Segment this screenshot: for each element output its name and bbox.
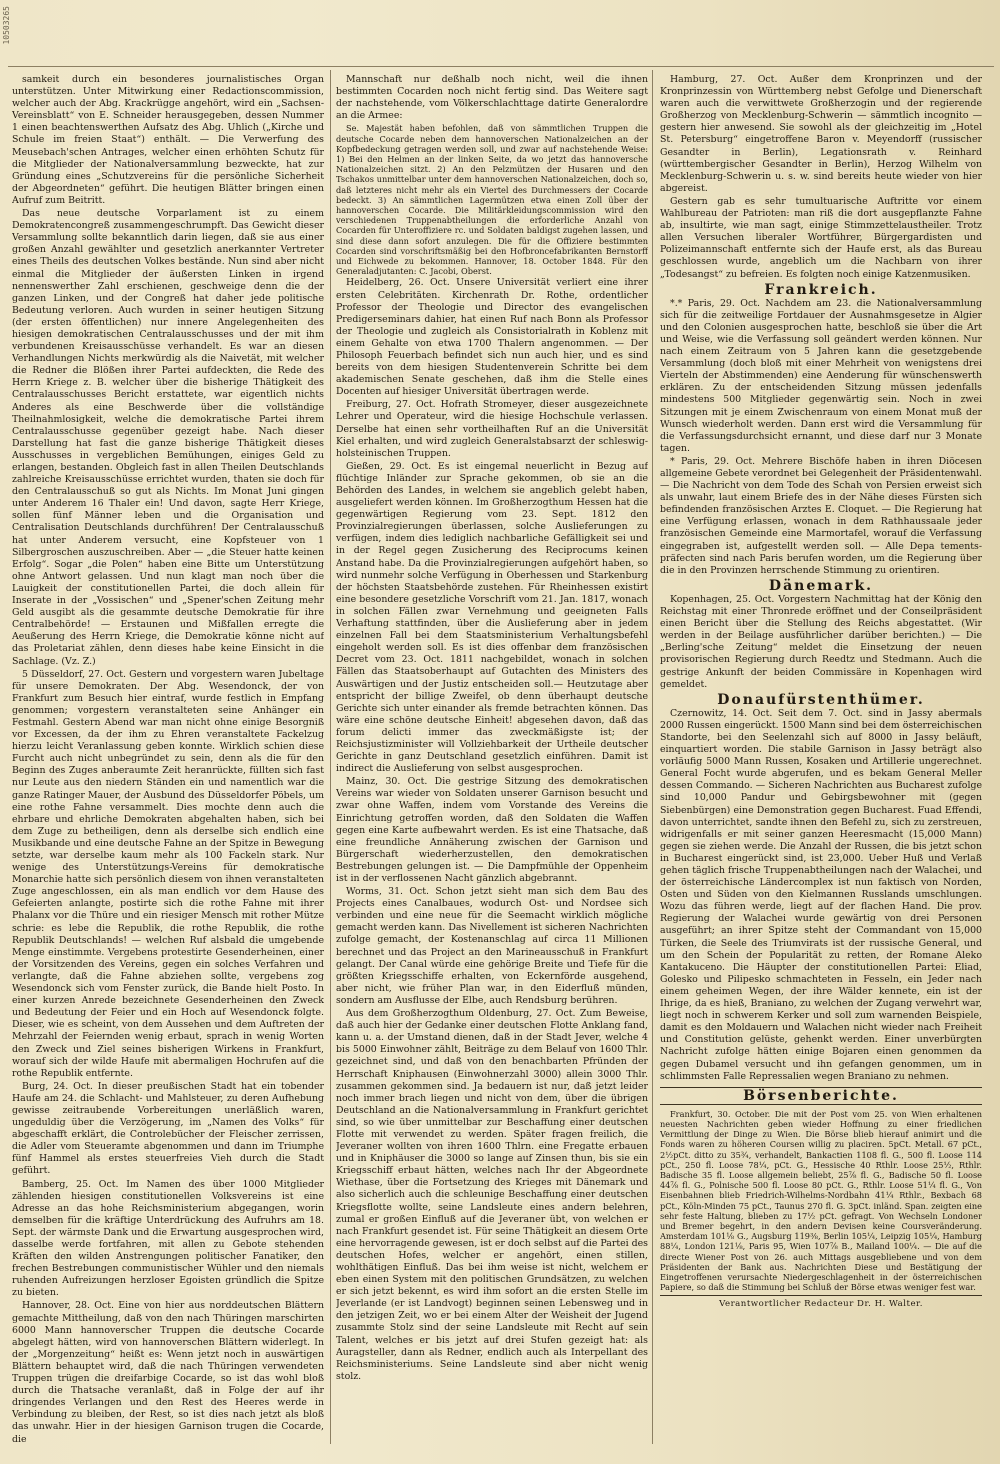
column-gutter-1: [330, 70, 331, 1444]
article-paris-1: *.* Paris, 29. Oct. Nachdem am 23. die Nationalversammlung sich für die zeitweilige Fortdauer der Ausnahmsgesetze in Algier und den Colonien ausgesprochen hatte, beschloß sie über die Art und Weise, wie die Verfassung soll geändert werden können. Nur nach einem Zeitraum von 5 Jahren kann die gesetzgebende Versammlung (doch bloß mit einer Mehrheit von wenigstens drei Vierteln der Abstimmenden) eine Aenderung für wünschenswerth erklären. Zu der entscheidenden Sitzung müssen jedenfalls mindestens 500 Mitglieder gegenwärtig sein. Noch in zwei Sitzungen mit je einem Zwischenraum von einem Monat muß der Wunsch wiederholt werden. Dann erst wird die Versammlung für die Verfassungsdurchsicht ernannt, und diese darf nur 3 Monate tagen.: [660, 297, 982, 454]
article-freiburg: Freiburg, 27. Oct. Hofrath Stromeyer, dieser ausgezeichnete Lehrer und Operateur, wird die hiesige Hochschule verlassen. Derselbe hat einen sehr vortheilhaften Ruf an die Universität Kiel erhalten, und wird zugleich Generalstabsarzt der schleswig-holsteinischen Truppen.: [336, 399, 648, 459]
article-oldenburg: Aus dem Großherzogthum Oldenburg, 27. Oct. Zum Beweise, daß auch hier der Gedanke einer deutschen Flotte Anklang fand, kann u. a. der Umstand dienen, daß in der Stadt Jever, welche 4 bis 5000 Einwohner zählt, Beiträge zu dem Belauf von 1600 Thlr. gezeichnet sind, und daß von den benachbarten Pfründen der Herrschaft Kniphausen (Einwohnerzahl 3000) allein 3000 Thlr. zusammen gekommen sind. Ja bedauern ist nur, daß jetzt leider noch immer brach liegen und nicht von dem, über die übrigen Deutschland an die Nationalversammlung in Frankfurt gerichtet sind, so wie über unmittelbar zur Beschaffung einer deutschen Flotte mit verwendet zu werden. Später fragen freilich, die Jeveraner wollten von ihren 1600 Thlrn. eine Fregatte erbauen und in Kniphäuser die 3000 so lange auf Zinsen thun, bis sie ein Kriegsschiff erbaut hätten, welches nach Ihr der Abgeordnete Wiethase, über die Fortsetzung des Krieges mit Dänemark und also sicherlich auch die schleunige Beschaffung einer deutschen Kriegsflotte wollte, seine Landsleute eines andern belehren, zumal er großen Einfluß auf die Jeveraner übt, von welchen er nach Frankfurt gesendet ist. Für seine Thätigkeit an diesem Orte eine hervorragende gewesen, ist er doch selbst auf die Partei des deutschen Hofes, welcher er angehört, einen stillen, wohlthätigen Einfluß. Das bei ihm weise ist nicht, welchem er eben einen System mit den politischen Grundsätzen, zu welchen er sich jetzt bekennt, es wird ihm sofort an die ersten Stelle im Jeverlande (er ist Landvogt) beginnen seinen Lebensweg und in den jetzigen Zeit, wo er bei einem Alter der Weisheit der Jugend zusammte Stolz sind der seine Landsleute mit Recht auf sein Talent, welches er bis jetzt auf drei Stufen gezeigt hat: als Auragsteller, dann als Redner, endlich auch als Interpellant des Reichsministeriums. Seine Landsleute sind aber nicht wenig stolz.: [336, 1008, 648, 1382]
article-generalordre: Se. Majestät haben befohlen, daß von sämmtlichen Truppen die deutsche Cocarde neben dem hannoverschen Nationalzeichen an der Kopfbedeckung getragen werden soll, und zwar auf nachstehende Weise: 1) Bei den Helmen an der linken Seite, da wo jetzt das hannoversche Nationalzeichen sitzt. 2) An den Pelzmützen der Husaren und den Tschakos unmittelbar unter dem hannoverschen Nationalzeichen, doch so, daß letzteres nicht mehr als ein Viertel des Durchmessers der Cocarde bedeckt. 3) An sämmtlichen Lagermützen etwa einen Zoll über der hannoverschen Cocarde. Die Militärkleidungscommission wird den verschiedenen Truppenabtheilungen die erforderliche Anzahl von Cocarden für Unteroffiziere rc. und Soldaten baldigst zugehen lassen, und sind diese dann sofort anzulegen. Die für die Offiziere bestimmten Cocarden sind vorschriftsmäßig bei den Hofbroncefabrikanten Bernstorff und Eichwede zu bekommen. Hannover, 18. October 1848. Für den Generaladjutanten: C. Jacobi, Oberst.: [336, 123, 648, 277]
article-hannover: Hannover, 28. Oct. Eine von hier aus norddeutschen Blättern gemachte Mittheilung, daß von den nach Thüringen marschirten 6000 Mann hannoverscher Truppen die deutsche Cocarde abgelegt hätten, wird von hannoverschen Blättern widerlegt. In der „Morgenzeitung“ heißt es: Wenn jetzt noch in auswärtigen Blättern behauptet wird, daß die nach Thüringen verwendeten Truppen trügen die dreifarbige Cocarde, so ist das wohl bloß durch die Thatsache veranlaßt, daß in Folge der auf ihr dringendes Verlangen und den Rest des Heeres werde in Verbindung zu bleiben, der Rest, so ist dies nach jetzt als bloß das unwahr. Hier in der hiesigen Garnison trugen die Cocarde, die: [12, 1300, 324, 1445]
article-heidelberg: Heidelberg, 26. Oct. Unsere Universität verliert eine ihrer ersten Celebritäten. Kirchenrath Dr. Rothe, ordentlicher Professor der Theologie und Director des evangelischen Predigerseminars dahier, hat einen Ruf nach Bonn als Professor der Theologie und zugleich als Consistorialrath in Koblenz mit einem Gehalte von etwa 1700 Thalern angenommen. — Der Philosoph Feuerbach befindet sich nun auch hier, und es sind bereits von dem hiesigen Studentenverein Schritte bei dem akademischen Senate geschehen, daß ihm die Stelle eines Docenten auf hiesiger Universität übertragen werde.: [336, 277, 648, 398]
section-heading-frankreich: Frankreich.: [764, 281, 878, 298]
section-heading-donau: Donaufürstenthümer.: [717, 691, 925, 708]
article-frankfurt-boerse: Frankfurt, 30. October. Die mit der Post vom 25. von Wien erhaltenen neuesten Nachrichten geben wieder Hoffnung zu einer friedlichen Vermittlung der Dinge zu Wien. Die Börse blieb hierauf animirt und die Fonds waren zu höheren Coursen willig zu placiren. 5pCt. Metall. 67 pCt., 2½pCt. ditto zu 35¾, verhandelt, Bankactien 1108 fl. G., 500 fl. Loose 114 pCt., 250 fl. Loose 78¼, pCt. G., Hessische 40 Rthlr. Loose 25½, Rthlr. Badische 35 fl. Loose allgemein beliebt, 25⅞ fl. G., Badische 50 fl. Loose 44⅞ fl. G., Polnische 500 fl. Loose 80 pCt. G., Rthlr. Loose 51¼ fl. G., Von Eisenbahnen blieb Friedrich-Wilhelms-Nordbahn 41¼ Rthlr., Bexbach 68 pCt., Köln-Minden 75 pCt., Taunus 270 fl. G. 3pCt. inländ. Span. zeigten eine sehr feste Haltung, blieben zu 17½ pCt. gefragt. Von Wechseln Londoner und Bremer begehrt, in den andern Devisen keine Coursveränderung. Amsterdam 101⅛ G., Augsburg 119⅜, Berlin 105¼, Leipzig 105¼, Hamburg 88¼, London 121⅛, Paris 95, Wien 107⅞ B., Mailand 100¼. — Die auf die directe Wiener Post von 26. auch Mittags ausgebliebene und von dem Präsidenten der Bank aus. Nachrichten Diese und Bestätigung der Eingetroffenen verursachte Niedergeschlagenheit in der österreichischen Papiere, so daß die Stimmung bei Schluß der Börse etwas weniger fest war.: [660, 1108, 982, 1293]
article-vorparlament: Das neue deutsche Vorparlament ist zu einem Demokratencongreß zusammengeschrumpft. Das Gewicht dieser Versammlung sollte bekanntlich darin liegen, daß sie aus einer großen Anzahl gewählter und gesetzlich anerkannter Vertreter eines Theils des deutschen Volkes bestände. Nun sind aber nicht einmal die Mitglieder der äußersten Linken in irgend nennenswerther Zahl erschienen, geschweige denn die der ganzen Linken, und der Congreß hat daher jede politische Bedeutung verloren. Auch wurden in seiner heutigen Sitzung (der ersten öffentlichen) nur innere Angelegenheiten des hiesigen demokratischen Centralausschusses und der mit ihm verbundenen Kreisausschüsse verhandelt. Es war an diesen Verhandlungen Nichts merkwürdig als die Naivetät, mit welcher die Redner die Blößen ihrer Partei aufdeckten, die Rede des Herrn Kriege z. B. welcher über die bisherige Thätigkeit des Centralausschusses Bericht erstattete, war eigentlich nichts Anderes als eine Beschwerde über die vollständige Theilnahmlosigkeit, welche die demokratische Partei ihrem Centralausschusse gegenüber gezeigt habe. Nach dieser Darstellung hat fast die ganze bisherige Thätigkeit dieses Ausschusses in vergeblichen Bemühungen, einiges Geld zu erlangen, bestanden. Obgleich fast in allen Theilen Deutschlands zahlreiche Kreisausschüsse errichtet wurden, thaten sie doch für den Centralausschuß so gut als Nichts. Im Monat Juni gingen unter Anderem 16 Thaler ein! Und davon, sagte Herr Kriege, sollen fünf Männer leben und die Organisation und Centralisation Deutschlands durchführen! Der Centralausschuß hat unter Anderem versucht, eine Kopfsteuer von 1 Silbergroschen auszuschreiben. Aber — „die Steuer hatte keinen Erfolg“. Sogar „die Polen“ haben eine Bitte um Unterstützung ohne Antwort gelassen. Und nun klagt man noch über die Lauigkeit der constitutionellen Partei, die doch allein für Inserate in der „Vossischen“ und „Spener'schen Zeitung mehr Geld ausgibt als die gesammte deutsche Demokratie für ihre Centralbehörde! — Erstaunen und Mißfallen erregte die Aeußerung des Herrn Kriege, die Demokratie könne nicht auf das Proletariat zählen, denn dieses habe keine Einsicht in die Sachlage. (Vz. Z.): [12, 208, 324, 667]
article-mainz: Mainz, 30. Oct. Die gestrige Sitzung des demokratischen Vereins war wieder von Soldaten unserer Garnison besucht und zwar ohne Waffen, indem vom Vorstande des Vereins die Einrichtung getroffen worden, daß den Soldaten die Waffen gegen eine Karte aufbewahrt werden. Es ist eine Thatsache, daß eine freundliche Annäherung zwischen der Garnison und Bürgerschaft wiederherzustellen, den demokratischen Bestrebungen gelungen ist. — Die Dampfmühle der Oppenheim ist in der verflossenen Nacht gänzlich abgebrannt.: [336, 776, 648, 885]
column-gutter-2: [652, 70, 653, 1444]
article-giessen: Gießen, 29. Oct. Es ist eingemal neuerlicht in Bezug auf flüchtige Inländer zur Sprache gekommen, ob sie an die Behörden des Landes, in welchem sie angeblich gelebt haben, ausgeliefert werden können. Im Großherzogthum Hessen hat die gegenwärtigen Regierung vom 23. Sept. 1812 den Provinzialregierungen überlassen, solche Auslieferungen zu verfügen, indem dies lediglich nachbarliche Gefälligkeit sei und in der Regel gegen Zusicherung des Reciprocums keinen Anstand habe. Da die Provinzialregierungen aufgehört haben, so wird nunmehr solche Verfügung in Oberhessen und Starkenburg der höchsten Staatsbehörde zustehen. Für Rheinhessen existirt eine besondere gesetzliche Vorschrift vom 21. Jan. 1817, wonach in solchen Fällen zwar Vernehmung und geeigneten Falls Verhaftung stattfinden, über die Auslieferung aber in jedem einzelnen Fall bei dem Staatsministerium Verhaltungsbefehl eingeholt werden soll. Es ist dies offenbar dem französischen Decret vom 23. Oct. 1811 nachgebildet, wonach in solchen Fällen das Staatsoberhaupt auf Gutachten des Ministers des Auswärtigen und der Justiz entscheiden soll.— Heutzutage aber entspricht der billige Zweifel, ob denn überhaupt deutsche Gerichte sich unter einander als fremde betrachten können. Das wäre eine schöne deutsche Einheit! abgesehen davon, daß das forum delicti immer das zweckmäßigste ist; der Reichsjustizminister will Vollziehbarkeit der Urtheile deutscher Gerichte in ganz Deutschland gesetzlich einführen. Damit ist indirect die Auslieferung von selbst ausgesprochen.: [336, 460, 648, 775]
article-paris-2: * Paris, 29. Oct. Mehrere Bischöfe haben in ihren Diöcesen allgemeine Gebete verordnet bei Gelegenheit der Präsidentenwahl. — Die Nachricht von dem Tode des Schah von Persien erweist sich als unwahr, laut einem Briefe des in der Nähe dieses Fürsten sich befindenden französischen Arztes E. Cloquet. — Die Regierung hat eine Verfügung erlassen, wonach in dem Rathhaussaale jeder französischen Gemeinde eine Marmortafel, worauf die Verfassung eingegraben ist, aufgestellt werden soll. — Alle Depa tements-präfecten sind nach Paris berufen worden, um die Regierung über die in den Provinzen herrschende Stimmung zu orientiren.: [660, 455, 982, 576]
article-cocarde: Mannschaft nur deßhalb noch nicht, weil die ihnen bestimmten Cocarden noch nicht fertig sind. Das Weitere sagt der nachstehende, vom Völkerschlachttage datirte Generalordre an die Armee:: [336, 74, 648, 122]
article-bamberg: Bamberg, 25. Oct. Im Namen des über 1000 Mitglieder zählenden hiesigen constitutionellen Volksvereins ist eine Adresse an das hohe Reichsministerium abgegangen, worin demselben für die kräftige Unterdrückung des Aufruhrs am 18. Sept. der wärmste Dank und die Erwartung ausgesprochen wird, dasselbe werde fortfahren, mit allen zu Gebote stehenden Kräften den wilden Anstrengungen politischer Fanatiker, den frechen Bestrebungen communistischer Wühler und den niemals ruhenden Aufreizungen herzloser Egoisten gründlich die Spitze zu bieten.: [12, 1178, 324, 1299]
article-czernowitz: Czernowitz, 14. Oct. Seit dem 7. Oct. sind in Jassy abermals 2000 Russen eingerückt. 1500 Mann sind bei dem österreichischen Standorte, bei den Seelenzahl sich auf 8000 in Jassy beläuft, einquartiert worden. Die stabile Garnison in Jassy beträgt also vorläufig 5000 Mann Russen, Kosaken und Artillerie ungerechnet. General Focht wurde abgerufen, und es bekam General Meller dessen Commando. — Sicheren Nachrichten aus Bucharest zufolge sind 10,000 Pandur und Gebirgsbewohner mit (gegen Siebenbürgen) eine Demonstration gegen Bucharest. Fuad Effendi, davon unterrichtet, sandte ihnen den Befehl zu, sich zu zerstreuen, widrigenfalls er mit seiner ganzen Heeresmacht (15,000 Mann) gegen sie ziehen werde. Die Anzahl der Russen, die bis jetzt schon in Bucharest eingerückt sind, ist 23,000. Ueber Huß und Verlaß gehen täglich frische Truppenabtheilungen nach der Walachei, und der österreichische Ländercomplex ist nun faktisch von Norden, Osten und Süden von den Kielmannen Russlands umschlungen. Wozu das führen werde, liegt auf der flachen Hand. Die prov. Regierung der Walachei wurde gewärtig von drei Personen ausgeführt; an ihrer Spitze steht der Commandant von 15,000 Türken, die Seele des Triumvirats ist der russische General, und um den Schein der Popularität zu retten, der Romane Aleko Kantakuceno. Die Häupter der constitutionellen Partei: Eliad, Golesko und Pilipesko schmachteten in Fesseln, ein Jeder nach einem geheimen Wegen, der ihre Wälder kennete, ein ist der Ihrige, da es hieß, Braniano, zu welchen der Zugang verwehrt war, liegt noch in schwerem Kerker und soll zum warnenden Beispiele, damit es den Moldauern und Walachen nicht wieder nach Freiheit und Constitution gelüste, gehenkt werden. Einer unverbürgten Nachricht zufolge hätten einige Bojaren einen genommen da gegen Dubamel versucht und ihn gefangen genommen, um in schlimmsten Falle Repressalien wegen Braniano zu nehmen.: [660, 707, 982, 1082]
article-burg: Burg, 24. Oct. In dieser preußischen Stadt hat ein tobender Haufe am 24. die Schlacht- und Mahlsteuer, zu deren Aufhebung gewisse zeitraubende Vorbereitungen unerläßlich waren, ungeduldig über die Verzögerung, im „Namen des Volks“ für abgeschafft erklärt, die Controlebücher der Fleischer zerrissen, die Adler vom Steueramte abgenommen und dann im Triumphe fünf Hammel als erstes steuerfreies Vieh durch die Stadt geführt.: [12, 1080, 324, 1177]
article-kopenhagen: Kopenhagen, 25. Oct. Vorgestern Nachmittag hat der König den Reichstag mit einer Thronrede eröffnet und der Conseilpräsident einen Bericht über die Stellung des Reichs abgestattet. (Wir werden in der Beilage ausführlicher darüber berichten.) — Die „Berling'sche Zeitung“ meldet die Einsetzung der neuen provisorischen Regierung durch Reedtz und Stedmann. Auch die gestrige Ankunft der beiden Commissäre in Kopenhagen wird gemeldet.: [660, 593, 982, 690]
column-3: [660, 74, 982, 1454]
article-hamburg: Hamburg, 27. Oct. Außer dem Kronprinzen und der Kronprinzessin von Württemberg nebst Gefolge und Dienerschaft waren auch die verwittwete Großherzogin und der regierende Großherzog von Mecklenburg-Schwerin — sämmtlich incognito — gestern hier anwesend. Sie sowohl als der gleichzeitig im „Hotel St. Petersburg“ eingetroffene Baron v. Meyendorff (russischer Gesandter in Berlin), Legationsrath v. Reinhard (württembergischer Gesandter in Berlin), Herzog Wilhelm von Mecklenburg-Schwerin u. s. w. sind bereits heute wieder von hier abgereist.: [660, 74, 982, 194]
article-worms: Worms, 31. Oct. Schon jetzt sieht man sich dem Bau des Projects eines Canalbaues, wodurch Ost- und Nordsee sich verbinden und eine neue für die Seemacht wirklich mögliche gemacht werden kann. Das Nivellement ist sicheren Nachrichten zufolge gemacht, der Kostenanschlag auf circa 11 Millionen berechnet und das Project an den Marineausschuß in Frankfurt gelangt. Der Canal würde eine gehörige Breite und Tiefe für die größten Kriegsschiffe erhalten, von Eckernförde ausgehend, aber nicht, wie früher Plan war, in den Eiderfluß münden, sondern am Ausflusse der Elbe, auch Rendsburg berühren.: [336, 886, 648, 1006]
article-duesseldorf: 5 Düsseldorf, 27. Oct. Gestern und vorgestern waren Jubeltage für unsere Demokraten. Der Abg. Wesendonck, der von Frankfurt zum Besuch hier eintraf, wurde festlich in Empfang genommen; vorgestern veranstalteten seine Anhänger ein Festmahl. Gestern Abend war man nicht ohne einige Besorgniß vor Excessen, da der ihm zu Ehren veranstaltete Fackelzug hierzu leicht Veranlassung geben konnte. Wirklich schien diese Furcht auch nicht unbegründet zu sein, denn als die für den Beginn des Zuges anberaumte Zeit heranrückte, füllten sich fast nur Leute aus den niedern Ständen ein und namentlich war die ganze Ratinger Mauer, der Ausbund des Düsseldorfer Pöbels, um eine rothe Fahne versammelt. Dies mochte denn auch die ehrbare und ehrliche Demokraten abgehalten haben, sich bei dem Zuge zu betheiligen, denn als derselbe sich endlich eine Musikbande und eine deutsche Fahne an der Spitze in Bewegung setzte, war derselbe kaum mehr als 100 Fackeln stark. Nur wenige des Unterstützungs-Vereins für demokratische Monarchie hatte sich persönlich diesem von ihnen veranstalteten Zuge angeschlossen, ein als man endlich vor dem Hause des Gefeierten anlangte, postirte sich die rothe Fahne mit ihrer Phalanx vor die Thüre und ein riesiger Mensch mit rother Mütze schrie: es lebe die Republik, die rothe Republik, die rothe Republik Deutschlands! — welchen Ruf alsbald die umgebende Menge einstimmte. Vergebens protestirte Gesenderheinen, einer der Vorsitzenden des Vereins, gegen ein solches Verfahren und verlangte, daß die Fahne abziehen sollte, vergebens zog Wesendonck sich vom Fenster zurück, die Bande hielt Posto. In einer kurzen Anrede bezeichnete Gesenderheinen den Zweck und Bedeutung der Feier und ein Hoch auf Wesendonck folgte. Dieser, wie es scheint, von dem Aussehen und dem Auftreten der Mehrzahl der Feiernden wenig erbaut, sprach in wenig Worten den Zweck und Ziel seines bisherigen Wirkens in Frankfurt, worauf sich der wilde Haufe mit abermaligen Hochrufen auf die rothe Republik entfernte.: [12, 668, 324, 1079]
column-1: [12, 74, 324, 1454]
page-id: 10503265: [2, 6, 11, 45]
section-heading-boerse: Börsenberichte.: [660, 1087, 982, 1105]
article-sachsen: samkeit durch ein besonderes journalistisches Organ unterstützen. Unter Mitwirkung einer Redactionscommission, welcher auch der Abg. Krackrügge angehört, wird ein „Sachsen-Vereinsblatt“ von E. Schneider herausgegeben, dessen Nummer 1 einen beachtenswerthen Aufsatz des Abg. Uhlich („Kirche und Schule im freien Staat“) enthält. — Die Verwerfung des Meusebach'schen Antrages, welcher einen erhöhten Schutz für die Mitglieder der Nationalversammlung bezweckte, hat zur Gründung eines „Schutzvereins für die persönliche Sicherheit der Abgeordneten“ geführt. Die heutigen Blätter bringen einen Aufruf zum Beitritt.: [12, 74, 324, 206]
editor-line: Verantwortlicher Redacteur Dr. H. Walter.: [660, 1295, 982, 1310]
section-heading-daenemark: Dänemark.: [768, 577, 874, 594]
column-2: [336, 74, 648, 1454]
top-rule: [8, 66, 994, 67]
article-hamburg-tumult: Gestern gab es sehr tumultuarische Auftritte vor einem Wahlbureau der Patrioten: man riß die dort ausgepflanzte Fahne ab, insultirte, wie man sagt, einige Stimmzettelaustheiler. Trotz allen Versuchen liberaler Wortführer, Bürgergardisten und Polizeimannschaft entfernte sich der Haufe erst, als das Bureau geschlossen wurde, angeblich um die Nachbarn von ihrer „Todesangst“ zu befreien. Es folgten noch einige Katzenmusiken.: [660, 195, 982, 280]
